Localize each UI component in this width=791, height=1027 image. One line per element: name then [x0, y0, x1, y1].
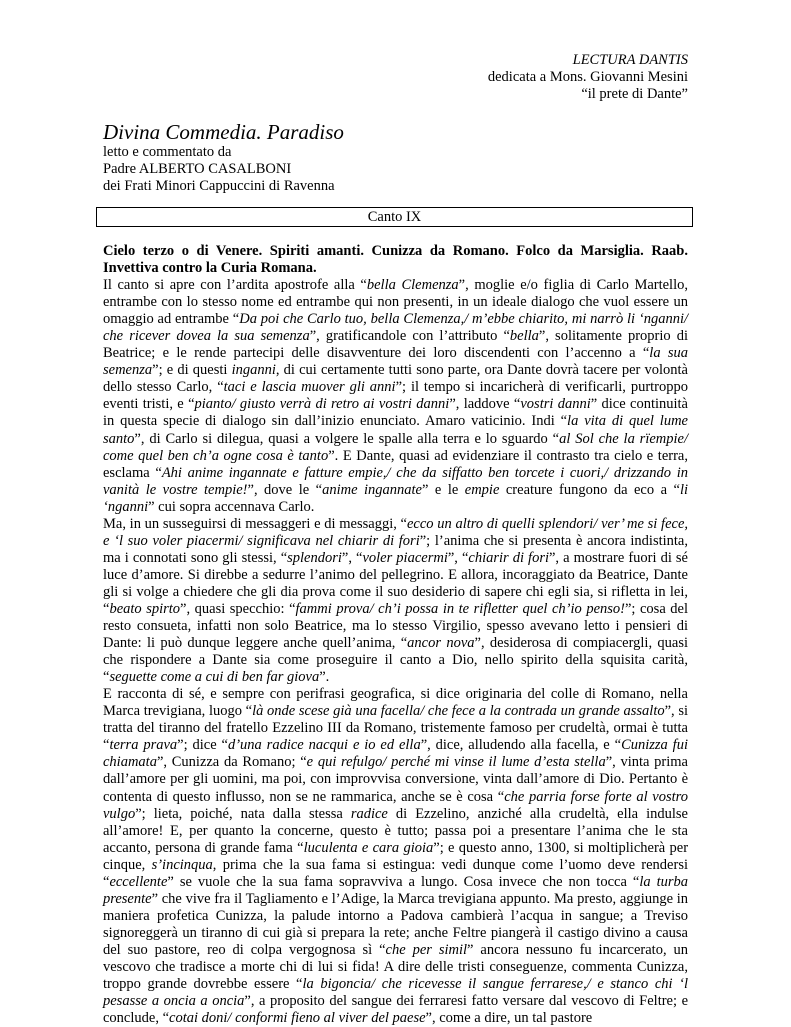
quotation-italic: voler piacermi: [362, 549, 448, 566]
quotation-italic: ecco un altro di quelli splendori/ ver’ me si fece, e ‘l suo voler piacermi/ significava nel chiarir di fori: [103, 515, 689, 549]
author-prefix: Padre: [103, 161, 139, 177]
quotation-italic: fammi prova/ ch’i possa in te rifletter quel ch’io penso!: [295, 600, 625, 617]
quotation-italic: li ‘nganni: [103, 481, 688, 515]
quotation-italic: d’una radice nacqui e io ed ella: [227, 737, 421, 754]
author-first-rest: LBERTO: [149, 161, 205, 177]
quotation-italic: eccellente: [109, 873, 168, 890]
commentary-line: letto e commentato da: [103, 144, 232, 160]
author-last-initial: C: [208, 161, 218, 177]
author-first-initial: A: [138, 161, 150, 177]
quotation-italic: luculenta e cara gioia: [303, 839, 434, 856]
dedication-header: [488, 52, 688, 103]
quotation-italic: Da poi che Carlo tuo, bella Clemenza,/ m’ebbe chiarito, mi narrò li ‘nganni/ che ricever dovea la sua semenza: [103, 311, 688, 345]
quotation-italic: vostri danni: [520, 396, 591, 413]
quotation-italic: Cunizza fui chiamata: [103, 737, 688, 771]
author-line: [103, 161, 344, 178]
quotation-italic: empie: [464, 481, 500, 498]
quotation-italic: che parria forse forte al vostro vulgo: [103, 788, 688, 822]
quotation-italic: taci e lascia muover gli anni: [223, 379, 396, 396]
quotation-italic: s’incinqua: [151, 856, 213, 873]
quotation-italic: anime ingannate: [322, 481, 422, 498]
body-text: [103, 243, 688, 1027]
quotation-italic: radice: [350, 805, 388, 822]
title-block: [103, 120, 344, 195]
quotation-italic: al Sol che la rïempie/ come quel ben ch’a ogne cosa è tanto: [103, 430, 688, 464]
quotation-italic: inganni: [231, 362, 276, 379]
quotation-italic: chiarir di fori: [468, 549, 549, 566]
dedication-line: dedicata a Mons. Giovanni Mesini: [487, 69, 688, 85]
quotation-italic: seguette come a cui di ben far giova: [109, 669, 320, 686]
quotation-italic: e qui refulgo/ perché mi vinse il lume d’esta stella: [306, 754, 606, 771]
series-title: LECTURA DANTIS: [572, 52, 688, 68]
canto-label: Canto IX: [367, 209, 422, 225]
quotation-italic: cotai doni/ conformi fieno al viver del paese: [169, 1010, 426, 1027]
quotation-italic: splendori: [287, 549, 342, 566]
order-line: dei Frati Minori Cappuccini di Ravenna: [103, 178, 335, 194]
paragraph: E racconta di sé, e sempre con perifrasi geografica, si dice originaria del colle di Romano, nella Marca trevigiana, luogo “là onde scese già una facella/ che fece a la contrada un grande assalto”, si tratta del tiranno del fratello Ezzelino III da Romano, tristemente famoso per crudeltà, ormai è tutta “terra prava”; dice “d’una radice nacqui e io ed ella”, dice, alludendo alla facella, e “Cunizza fui chiamata”, Cunizza da Romano; “e qui refulgo/ perché mi vinse il lume d’esta stella”, vinta prima dall’amore per gli uomini, ma poi, con improvvisa conversione, vinta dall’amore di Dio. Pertanto è contenta di questo influsso, non se ne rammarica, anche se è cosa “che parria forse forte al vostro vulgo”; lieta, poiché, nata dalla stessa radice di Ezzelino, anziché alla crudeltà, ella indulse all’amore! E, per quanto la concerne, questo è tutto; passa poi a presentare l’anima che le sta accanto, persona di grande fama “luculenta e cara gioia”; e questo anno, 1300, si moltiplicherà per cinque, s’incinqua, prima che la sua fama si estingua: vedi dunque come l’uomo deve rendersi “eccellente” se vuole che la sua fama sopravviva a lungo. Cosa invece che non tocca “la turba presente” che vive fra il Tagliamento e l’Adige, la Marca trevigiana appunto. Ma presto, aggiunge in maniera profetica Cunizza, la palude intorno a Padova cambierà l’acqua in sangue; a Treviso signoreggerà un tiranno di cui già si prepara la rete; anche Feltre piangerà il castigo divino a causa del suo pastore, reo di colpa vergognosa sì “che per simil” ancora nessuno fu incarcerato, un vescovo che tradisce a morte chi di lui si fida! A dire delle tristi conseguenze, commenta Cunizza, troppo grande dovrebbe essere “la bigoncia/ che ricevesse il sangue ferrarese,/ e stanco chi ‘l pesasse a oncia a oncia”, a proposito del sangue dei ferraresi fatto versare dal vescovo di Feltre; e conclude, “cotai doni/ conformi fieno al viver del paese”, come a dire, un tal pastore: [103, 686, 689, 1027]
author-last-rest: ASALBONI: [217, 161, 292, 177]
quotation-italic: la bigoncia/ che ricevesse il sangue ferrarese,/ e stanco chi ‘l pesasse a oncia a oncia: [103, 976, 688, 1010]
quotation-italic: che per simil: [385, 941, 468, 958]
quotation-italic: ancor nova: [407, 635, 475, 652]
quotation-italic: là onde scese già una facella/ che fece a la contrada un grande assalto: [252, 703, 665, 720]
document-title: Divina Commedia. Paradiso: [103, 120, 344, 144]
epithet-line: “il prete di Dante”: [581, 86, 688, 102]
paragraph: Ma, in un susseguirsi di messaggeri e di messaggi, “ecco un altro di quelli splendori/ ver’ me si fece, e ‘l suo voler piacermi/ significava nel chiarir di fori”; l’anima che si presenta è ancora indistinta, ma i connotati sono gli stessi, “splendori”, “voler piacermi”, “chiarir di fori”, a mostrare fuori di sé luce d’amore. Si direbbe a sedurre l’animo del pellegrino. E allora, incoraggiato da Beatrice, Dante gli si volge a chiedere che gli dia prova come il suo desiderio di sapere chi egli sia, si rifletta in lei, “beato spirto”, quasi specchio: “fammi prova/ ch’i possa in te rifletter quel ch’io penso!”; cosa del resto consueta, infatti non solo Beatrice, ma lo stesso Virgilio, spesso avevano letto i pensieri di Dante: li può dunque leggere anche quell’anima, “ancor nova”, desiderosa di compiacergli, quasi che rispondere a Dante sia come proseguire il canto a Dio, nello spirito della squisita carità, “seguette come a cui di ben far giova”.: [103, 515, 689, 686]
quotation-italic: pianto/ giusto verrà di retro ai vostri danni: [194, 396, 450, 413]
section-heading: Cielo terzo o di Venere. Spiriti amanti. Cunizza da Romano. Folco da Marsiglia. Raab. Invettiva contro la Curia Romana.: [103, 243, 688, 277]
quotation-italic: la turba presente: [103, 873, 689, 907]
canto-heading-box: [96, 207, 693, 227]
paragraph: Il canto si apre con l’ardita apostrofe alla “bella Clemenza”, moglie e/o figlia di Carlo Martello, entrambe con lo stesso nome ed entrambe qui non presenti, in un ideale dialogo che vuol essere un omaggio ad entrambe “Da poi che Carlo tuo, bella Clemenza,/ m’ebbe chiarito, mi narrò li ‘nganni/ che ricever dovea la sua semenza”, gratificandole con l’attributo “bella”, solitamente proprio di Beatrice; e le rende partecipi delle disavventure dei loro discendenti con l’accenno a “la sua semenza”; e di questi inganni, di cui certamente tutti sono parte, ora Dante dovrà tacere per volontà dello stesso Carlo, “taci e lascia muover gli anni”; il tempo si incaricherà di verificarli, purtroppo eventi tristi, e “pianto/ giusto verrà di retro ai vostri danni”, laddove “vostri danni” dice continuità in questa specie di dialogo sin dall’inizio enunciato. Amaro vaticinio. Indi “la vita di quel lume santo”, di Carlo si dilegua, quasi a volgere le spalle alla terra e lo sguardo “al Sol che la rïempie/ come quel ben ch’a ogne cosa è tanto”. E Dante, quasi ad evidenziare il contrasto tra cielo e terra, esclama “Ahi anime ingannate e fatture empie,/ che da siffatto ben torcete i cuori,/ drizzando in vanità le vostre tempie!”, dove le “anime ingannate” e le empie creature fungono da eco a “li ‘nganni” cui sopra accennava Carlo.: [103, 277, 689, 515]
quotation-italic: bella Clemenza: [366, 277, 459, 294]
quotation-italic: bella: [509, 328, 539, 345]
quotation-italic: beato spirto: [109, 600, 181, 617]
quotation-italic: la vita di quel lume santo: [103, 413, 688, 447]
quotation-italic: terra prava: [109, 737, 178, 754]
quotation-italic: la sua semenza: [103, 345, 688, 379]
quotation-italic: Ahi anime ingannate e fatture empie,/ che da siffatto ben torcete i cuori,/ drizzando in vanità le vostre tempie!: [103, 464, 688, 498]
